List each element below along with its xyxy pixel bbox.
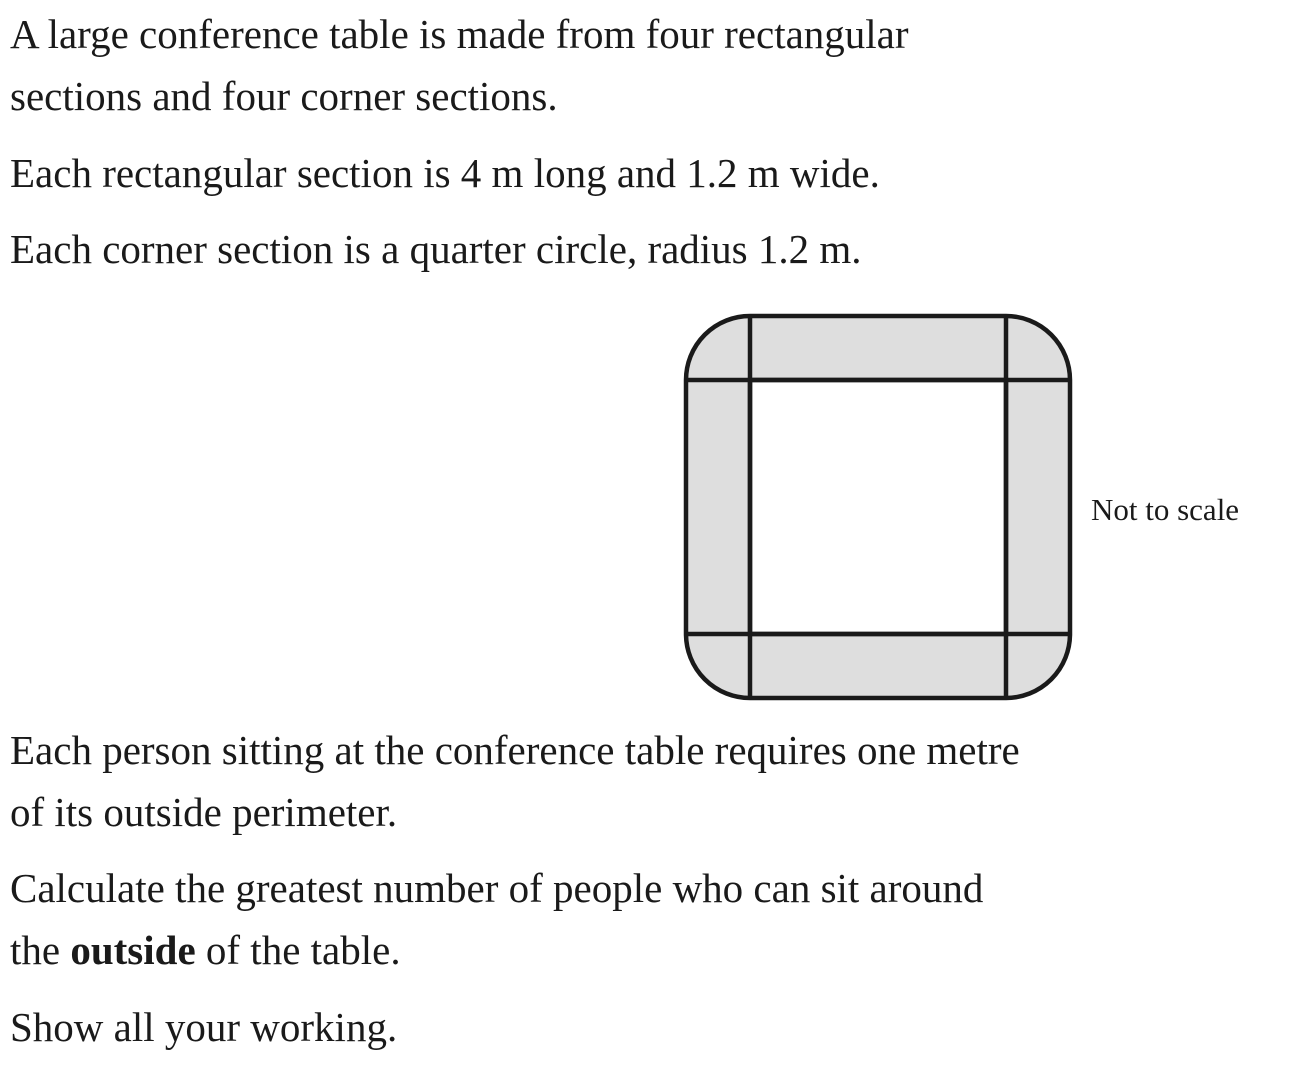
task-line-2-end: of the table. bbox=[195, 927, 401, 973]
rectangular-section-info: Each rectangular section is 4 m long and 1.2 m wide. bbox=[10, 150, 880, 196]
emphasis-outside: outside bbox=[70, 927, 196, 973]
requirement-line-2: of its outside perimeter. bbox=[10, 789, 398, 835]
table-inner-space bbox=[750, 380, 1006, 634]
conference-table-diagram bbox=[670, 300, 1090, 720]
not-to-scale-note: Not to scale bbox=[1091, 492, 1240, 527]
intro-text bbox=[10, 3, 909, 127]
requirement-text bbox=[10, 719, 1020, 843]
task-text bbox=[10, 857, 983, 981]
intro-line-1: A large conference table is made from four rectangular bbox=[10, 11, 909, 57]
working-prompt: Show all your working. bbox=[10, 1004, 398, 1050]
requirement-line-1: Each person sitting at the conference table requires one metre bbox=[10, 727, 1020, 773]
task-line-2-start: the bbox=[10, 927, 71, 973]
corner-section-info: Each corner section is a quarter circle, radius 1.2 m. bbox=[10, 226, 862, 272]
intro-line-2: sections and four corner sections. bbox=[10, 73, 558, 119]
task-line-1: Calculate the greatest number of people who can sit around bbox=[10, 865, 984, 911]
